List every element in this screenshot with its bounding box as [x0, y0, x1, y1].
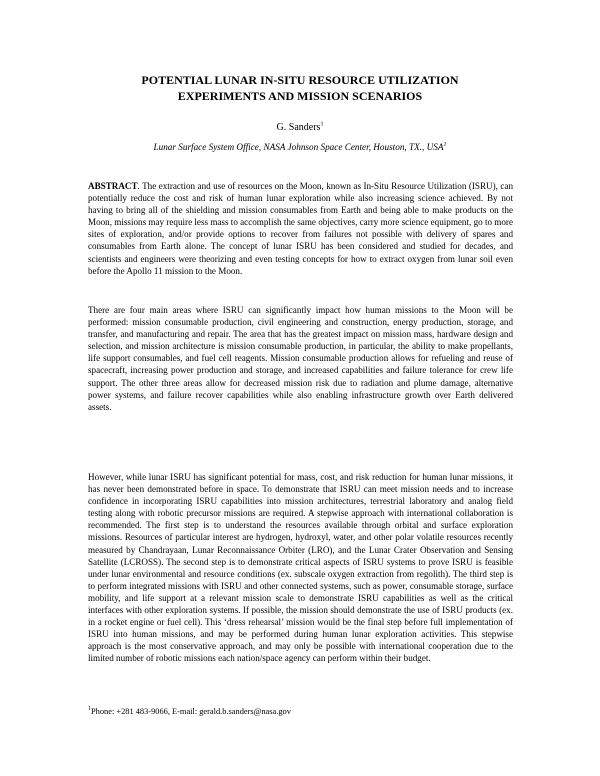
body-paragraph-3: However, while lunar ISRU has significant potential for mass, cost, and risk reduction for human lunar missions, it has never been demonstrated before in space. To demonstrate that ISRU can meet mission needs and to increase confidence in incorporating ISRU capabilities into mission architectures, terrestrial laboratory and analog field testing along with robotic precursor missions are required. A stepwise approach with international collaboration is recommended. The first step is to understand the resources available through orbital and surface exploration missions. Resources of particular interest are hydrogen, hydroxyl, water, and other polar volatile resources recently measured by Chandrayaan, Lunar Reconnaissance Orbiter (LRO), and the Lunar Crater Observation and Sensing Satellite (LCROSS). The second step is to demonstrate critical aspects of ISRU systems to prove ISRU is feasible under lunar environmental and resource conditions (ex. subscale oxygen extraction from regolith). The third step is to perform integrated missions with ISRU and other connected systems, such as power, consumable storage, surface mobility, and life support at a relevant mission scale to demonstrate ISRU capabilities as well as the critical interfaces with other exploration systems. If possible, the mission should demonstrate the use of ISRU products (ex. in a rocket engine or fuel cell). This ‘dress rehearsal’ mission would be the final step before full implementation of ISRU into human missions, and may be performed during human lunar exploration activities. This stepwise approach is the most conservative approach, and may only be possible with international cooperation due to the limited number of robotic missions each nation/space agency can perform within their budget. [88, 472, 513, 664]
author-mark: 1 [320, 121, 324, 128]
author-line [60, 122, 540, 133]
abstract-paragraph [88, 180, 513, 277]
abstract-text: . The extraction and use of resources on the Moon, known as In-Situ Resource Utilization (ISRU), can potentially reduce the cost and risk of human lunar exploration while also increasing science achieved. By not having to bring all of the shielding and mission consumables from Earth and being able to make products on the Moon, missions may require less mass to accomplish the same objectives, carry more science equipment, go to more sites of exploration, and/or provide options to recover from failures not possible with delivery of spares and consumables from Earth alone. The concept of lunar ISRU has been considered and studied for decades, and scientists and engineers were theorizing and even testing concepts for how to extract oxygen from lunar soil even before the Apollo 11 mission to the Moon. [88, 181, 513, 276]
footnote-text: Phone: +281 483-9066, E-mail: gerald.b.sanders@nasa.gov [91, 707, 291, 716]
paper-title [60, 72, 540, 104]
body-paragraph-2: There are four main areas where ISRU can significantly impact how human missions to the Moon will be performed: mission consumable production, civil engineering and construction, energy production, storage, and transfer, and manufacturing and repair. The area that has the greatest impact on mission mass, hardware design and selection, and mission architecture is mission consumable production, in particular, the ability to make propellants, life support consumables, and fuel cell reagents. Mission consumable production allows for refueling and reuse of spacecraft, increasing power production and storage, and increased capabilities and failure tolerance for crew life support. The other three areas allow for decreased mission risk due to radiation and plume damage, alternative power systems, and failure recover capabilities while also enabling infrastructure growth over Earth delivered assets. [88, 305, 513, 412]
affiliation-line [60, 142, 540, 152]
title-line-1: POTENTIAL LUNAR IN-SITU RESOURCE UTILIZATION [141, 73, 459, 87]
affiliation-mark: 1 [443, 141, 447, 148]
footnote-mark: 1 [88, 706, 91, 713]
footnote [88, 707, 513, 716]
affiliation: Lunar Surface System Office, NASA Johnson Space Center, Houston, TX., USA [153, 142, 444, 152]
title-line-2: EXPERIMENTS AND MISSION SCENARIOS [177, 89, 423, 103]
abstract-label: ABSTRACT [88, 181, 138, 191]
author-name: G. Sanders [276, 122, 321, 133]
